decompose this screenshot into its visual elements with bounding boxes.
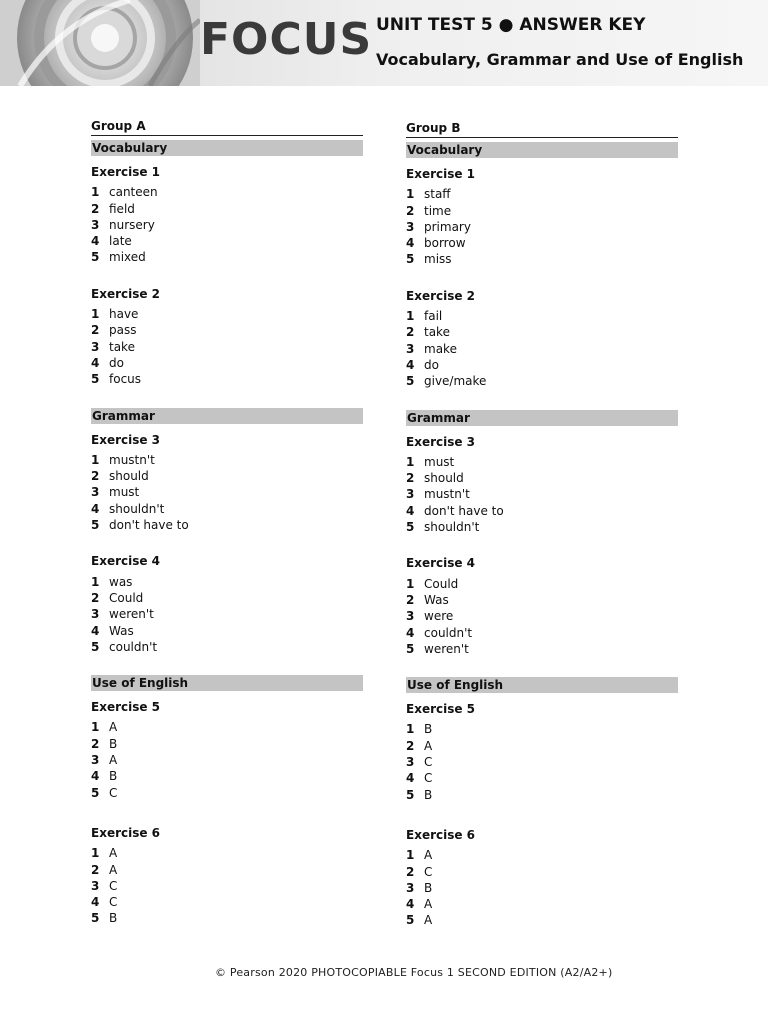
answer-text: borrow (424, 236, 466, 251)
answer-number: 4 (91, 769, 100, 784)
answer-item (406, 324, 678, 340)
answer-text: B (109, 911, 118, 926)
answer-item (406, 576, 678, 592)
answer-text: canteen (109, 185, 158, 200)
group-a-column (91, 118, 363, 927)
answer-text: do (109, 355, 124, 370)
answer-number: 1 (406, 187, 415, 202)
answer-number: 1 (91, 185, 100, 200)
answer-item (406, 503, 678, 519)
exercise-6 (91, 825, 363, 927)
page-header (0, 0, 768, 86)
answer-text: C (109, 785, 118, 800)
answer-text: focus (109, 372, 142, 387)
answer-number: 1 (91, 846, 100, 861)
answer-number: 2 (406, 471, 415, 486)
answer-text: make (424, 341, 457, 356)
answer-text: B (424, 722, 433, 737)
answer-text: C (109, 895, 118, 910)
answer-item (91, 590, 363, 606)
answer-item (91, 371, 363, 387)
exercise-title: Exercise 5 (91, 700, 161, 715)
answer-item (406, 847, 678, 863)
answer-text: shouldn't (109, 501, 165, 516)
answer-number: 4 (91, 501, 100, 516)
answer-number: 4 (406, 236, 415, 251)
answer-item (406, 235, 678, 251)
answer-text: A (109, 753, 118, 768)
exercise-title: Exercise 3 (406, 434, 476, 449)
answer-item (406, 641, 678, 657)
page-title: UNIT TEST 5 ● ANSWER KEY (376, 15, 646, 35)
answer-number: 5 (406, 374, 415, 389)
answer-item (91, 217, 363, 233)
exercise-title: Exercise 4 (406, 556, 476, 571)
answer-number: 4 (91, 623, 100, 638)
vocabulary-section-bar: Vocabulary (91, 140, 363, 156)
answer-number: 2 (406, 592, 415, 607)
answer-item (91, 894, 363, 910)
answer-text: staff (424, 187, 451, 202)
answer-text: field (109, 201, 135, 216)
answer-text: take (424, 325, 450, 340)
group-b-column (406, 120, 678, 929)
exercise-title: Exercise 2 (406, 288, 476, 303)
answer-text: A (424, 738, 433, 753)
answer-item (406, 470, 678, 486)
answer-number: 4 (406, 897, 415, 912)
answer-number: 4 (91, 355, 100, 370)
exercise-6 (406, 827, 678, 929)
answer-number: 5 (406, 520, 415, 535)
brand-wordmark: FOCUS (200, 14, 373, 65)
answer-item (406, 203, 678, 219)
exercise-4 (91, 553, 363, 655)
answer-text: Could (109, 590, 144, 605)
answer-text: pass (109, 323, 137, 338)
focus-lens-logo-icon (0, 0, 200, 86)
answer-number: 3 (406, 487, 415, 502)
answer-text: should (109, 469, 149, 484)
answer-item (406, 341, 678, 357)
answer-text: fail (424, 309, 443, 324)
exercise-3 (406, 434, 678, 536)
use-of-english-section-bar: Use of English (406, 677, 678, 693)
answer-number: 4 (406, 625, 415, 640)
answer-number: 1 (406, 848, 415, 863)
answer-item (406, 186, 678, 202)
answer-number: 3 (91, 339, 100, 354)
group-b-title: Group B (406, 120, 678, 138)
answer-text: Was (109, 623, 134, 638)
answer-item (406, 357, 678, 373)
answer-number: 5 (91, 518, 100, 533)
answer-item (406, 880, 678, 896)
answer-text: was (109, 574, 133, 589)
answer-item (406, 896, 678, 912)
answer-item (91, 517, 363, 533)
answer-number: 1 (91, 720, 100, 735)
exercise-5 (406, 701, 678, 803)
answer-text: take (109, 339, 135, 354)
exercise-title: Exercise 6 (91, 825, 161, 840)
answer-number: 3 (91, 217, 100, 232)
answer-text: B (109, 736, 118, 751)
answer-text: weren't (109, 607, 154, 622)
answer-item (406, 608, 678, 624)
exercise-title: Exercise 1 (406, 167, 476, 181)
answer-number: 5 (91, 250, 100, 265)
answer-item (406, 519, 678, 535)
answer-item (406, 864, 678, 880)
answer-number: 3 (406, 880, 415, 895)
answer-number: 2 (91, 469, 100, 484)
answer-text: don't have to (109, 518, 189, 533)
answer-item (91, 736, 363, 752)
answer-item (91, 845, 363, 861)
group-a-title: Group A (91, 118, 363, 136)
copyright-footer: © Pearson 2020 PHOTOCOPIABLE Focus 1 SECOND EDITION (A2/A2+) (215, 966, 613, 979)
exercise-title: Exercise 1 (91, 165, 161, 179)
answer-text: mixed (109, 250, 146, 265)
answer-item (406, 738, 678, 754)
answer-item (91, 768, 363, 784)
answer-number: 2 (406, 325, 415, 340)
answer-item (91, 484, 363, 500)
answer-text: must (109, 485, 140, 500)
answer-text: B (109, 769, 118, 784)
answer-number: 3 (406, 755, 415, 770)
exercise-2 (406, 288, 678, 390)
answer-number: 2 (91, 323, 100, 338)
answer-text: couldn't (109, 639, 158, 654)
answer-text: A (424, 848, 433, 863)
answer-item (406, 754, 678, 770)
answer-item (91, 719, 363, 735)
answer-number: 1 (91, 307, 100, 322)
answer-text: don't have to (424, 503, 504, 518)
answer-number: 5 (406, 787, 415, 802)
answer-item (91, 639, 363, 655)
exercise-title: Exercise 2 (91, 286, 161, 301)
answer-number: 5 (406, 641, 415, 656)
answer-number: 5 (91, 372, 100, 387)
answer-item (91, 306, 363, 322)
answer-number: 1 (406, 722, 415, 737)
answer-number: 1 (91, 452, 100, 467)
answer-item (91, 862, 363, 878)
answer-text: A (424, 913, 433, 928)
answer-item (91, 249, 363, 265)
answer-text: primary (424, 219, 471, 234)
exercise-4 (406, 555, 678, 657)
answer-number: 2 (91, 862, 100, 877)
answer-number: 4 (406, 357, 415, 372)
answer-text: Could (424, 576, 459, 591)
exercise-title: Exercise 6 (406, 827, 476, 842)
answer-text: B (424, 880, 433, 895)
answer-item (91, 322, 363, 338)
answer-text: should (424, 471, 464, 486)
answer-number: 1 (406, 309, 415, 324)
answer-number: 2 (91, 201, 100, 216)
answer-item (406, 592, 678, 608)
exercise-5 (91, 699, 363, 801)
exercise-1 (406, 166, 678, 268)
answer-number: 5 (91, 785, 100, 800)
answer-number: 5 (406, 252, 415, 267)
answer-number: 1 (91, 574, 100, 589)
exercise-title: Exercise 4 (91, 554, 161, 569)
answer-text: C (424, 864, 433, 879)
answer-item (91, 468, 363, 484)
answer-number: 3 (91, 485, 100, 500)
grammar-section-bar: Grammar (406, 410, 678, 426)
answer-item (406, 308, 678, 324)
exercise-title: Exercise 5 (406, 702, 476, 717)
answer-number: 4 (91, 895, 100, 910)
answer-number: 3 (91, 878, 100, 893)
answer-number: 2 (406, 738, 415, 753)
grammar-section-bar: Grammar (91, 408, 363, 424)
answer-item (406, 219, 678, 235)
answer-item (91, 233, 363, 249)
answer-number: 2 (406, 864, 415, 879)
answer-item (91, 606, 363, 622)
answer-number: 4 (406, 503, 415, 518)
answer-number: 2 (91, 736, 100, 751)
answer-number: 1 (406, 454, 415, 469)
answer-item (91, 201, 363, 217)
answer-text: do (424, 357, 439, 372)
answer-text: miss (424, 252, 452, 267)
answer-number: 5 (91, 639, 100, 654)
answer-number: 3 (91, 753, 100, 768)
answer-number: 5 (406, 913, 415, 928)
answer-text: shouldn't (424, 520, 480, 535)
answer-item (406, 486, 678, 502)
answer-text: time (424, 203, 452, 218)
answer-text: must (424, 454, 455, 469)
answer-item (91, 910, 363, 926)
answer-item (406, 912, 678, 928)
page-subtitle: Vocabulary, Grammar and Use of English (376, 50, 744, 69)
answer-text: were (424, 609, 454, 624)
answer-item (406, 251, 678, 267)
answer-item (91, 785, 363, 801)
answer-item (406, 625, 678, 641)
answer-item (91, 623, 363, 639)
answer-item (406, 787, 678, 803)
answer-text: nursery (109, 217, 155, 232)
answer-item (91, 501, 363, 517)
answer-item (91, 878, 363, 894)
answer-text: couldn't (424, 625, 473, 640)
exercise-1 (91, 164, 363, 266)
answer-text: have (109, 307, 139, 322)
answer-text: A (109, 862, 118, 877)
answer-text: give/make (424, 374, 487, 389)
answer-number: 2 (406, 203, 415, 218)
answer-text: A (109, 720, 118, 735)
answer-text: late (109, 234, 132, 249)
answer-item (91, 355, 363, 371)
answer-number: 3 (91, 607, 100, 622)
answer-text: A (109, 846, 118, 861)
answer-item (91, 574, 363, 590)
answer-text: Was (424, 592, 449, 607)
answer-number: 1 (406, 576, 415, 591)
answer-item (406, 454, 678, 470)
answer-item (91, 339, 363, 355)
answer-text: C (424, 771, 433, 786)
answer-text: C (109, 878, 118, 893)
answer-item (406, 721, 678, 737)
exercise-2 (91, 286, 363, 388)
answer-number: 4 (91, 234, 100, 249)
answer-item (406, 770, 678, 786)
answer-number: 4 (406, 771, 415, 786)
answer-number: 5 (91, 911, 100, 926)
answer-number: 2 (91, 590, 100, 605)
answer-text: C (424, 755, 433, 770)
exercise-3 (91, 432, 363, 534)
answer-item (406, 373, 678, 389)
answer-item (91, 184, 363, 200)
answer-number: 3 (406, 341, 415, 356)
answer-text: weren't (424, 641, 469, 656)
use-of-english-section-bar: Use of English (91, 675, 363, 691)
answer-text: mustn't (424, 487, 470, 502)
answer-item (91, 752, 363, 768)
vocabulary-section-bar: Vocabulary (406, 142, 678, 158)
answer-number: 3 (406, 609, 415, 624)
answer-text: A (424, 897, 433, 912)
exercise-title: Exercise 3 (91, 432, 161, 447)
answer-text: mustn't (109, 452, 155, 467)
answer-item (91, 452, 363, 468)
answer-text: B (424, 787, 433, 802)
answer-number: 3 (406, 219, 415, 234)
